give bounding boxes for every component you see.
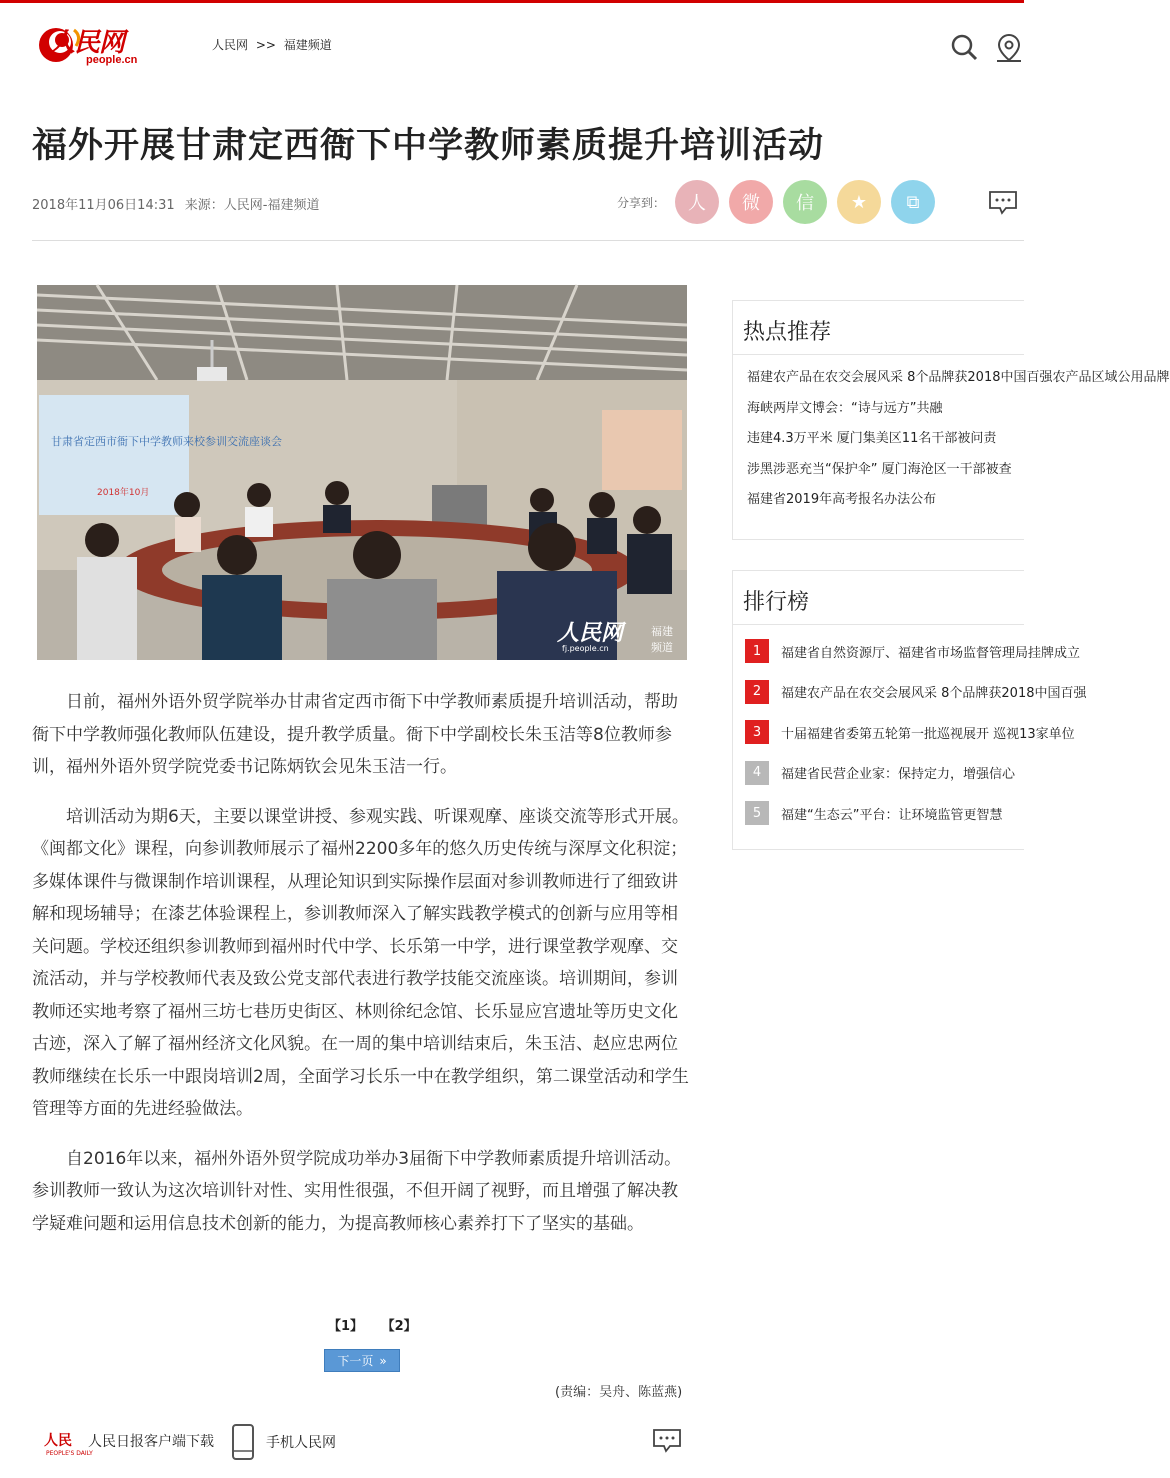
photo-banner-text: 甘肃省定西市衙下中学教师来校参训交流座谈会 bbox=[51, 435, 282, 448]
top-accent-line bbox=[0, 0, 1024, 3]
people-daily-logo-icon bbox=[42, 1423, 93, 1459]
rank-item-link[interactable]: 福建省民营企业家：保持定力，增强信心 bbox=[781, 767, 1016, 783]
breadcrumb-separator: >> bbox=[255, 38, 276, 52]
share-wechat-button[interactable] bbox=[783, 180, 827, 224]
people-share-icon: 人 bbox=[688, 193, 706, 214]
share-people-button[interactable] bbox=[675, 180, 719, 224]
rank-number-badge: 4 bbox=[745, 761, 769, 785]
editor-credit: (责编：吴舟、陈蓝燕) bbox=[555, 1385, 683, 1400]
app-download-label: 人民日报客户端下载 bbox=[88, 1434, 214, 1450]
photo-watermark-domain: fj.people.cn bbox=[562, 644, 609, 653]
meeting-photo bbox=[37, 285, 687, 660]
breadcrumb bbox=[212, 36, 336, 53]
wechat-icon: 信 bbox=[796, 193, 814, 214]
article-title: 福外开展甘肃定西衙下中学教师素质提升培训活动 bbox=[32, 126, 825, 166]
rank-number-badge: 1 bbox=[745, 639, 769, 663]
share-label: 分享到： bbox=[617, 196, 666, 210]
article-body bbox=[32, 686, 692, 1257]
title-divider bbox=[32, 240, 1024, 241]
ranking-panel bbox=[732, 570, 1087, 850]
copy-icon: ⧉ bbox=[906, 191, 920, 213]
rank-number-badge: 3 bbox=[745, 720, 769, 744]
logo-text: 人民网 bbox=[49, 28, 125, 58]
ranking-list bbox=[733, 625, 1087, 834]
logo-domain: people.cn bbox=[86, 54, 138, 66]
share-qzone-button[interactable] bbox=[837, 180, 881, 224]
photo-watermark-channel-2: 频道 bbox=[651, 641, 673, 654]
hot-recommend-title: 热点推荐 bbox=[733, 301, 1024, 355]
rank-item[interactable] bbox=[745, 672, 1087, 713]
rank-item-link[interactable]: 福建农产品在农交会展风采 8个品牌获2018中国百强 bbox=[781, 686, 1087, 702]
svg-text:人民: 人民 bbox=[44, 1433, 72, 1449]
pagination bbox=[328, 1315, 431, 1334]
article-paragraph: 培训活动为期6天，主要以课堂讲授、参观实践、听课观摩、座谈交流等形式开展。《闽都文化》课程，向参训教师展示了福州2200多年的悠久历史传统与深厚文化积淀；多媒体课件与微课制作培训课程，从理论知识到实际操作层面对参训教师进行了细致讲解和现场辅导；在漆艺体验课程上，参训教师深入了解实践教学模式的创新与应用等相关问题。学校还组织参训教师到福州时代中学、长乐第一中学，进行课堂教学观摩、交流活动，并与学校教师代表及致公党支部代表进行教学技能交流座谈。培训期间，参训教师还实地考察了福州三坊七巷历史街区、林则徐纪念馆、长乐显应宫遗址等历史文化古迹，深入了解了福州经济文化风貌。在一周的集中培训结束后，朱玉洁、赵应忠两位教师继续在长乐一中跟岗培训2周，全面学习长乐一中在教学组织，第二课堂活动和学生管理等方面的先进经验做法。 bbox=[32, 806, 689, 1119]
hot-item-link[interactable]: 海峡两岸文博会：“诗与远方”共融 bbox=[747, 400, 943, 416]
hot-item-link[interactable]: 涉黑涉恶充当“保护伞” 厦门海沧区一干部被查 bbox=[747, 461, 1012, 477]
article-source[interactable]: 来源：人民网-福建频道 bbox=[184, 198, 320, 213]
hot-item-link[interactable]: 福建省2019年高考报名办法公布 bbox=[747, 492, 937, 507]
mobile-site-link[interactable] bbox=[230, 1423, 336, 1461]
article-photo bbox=[37, 285, 687, 660]
comment-icon[interactable] bbox=[988, 190, 1018, 216]
share-weibo-button[interactable] bbox=[729, 180, 773, 224]
ranking-title: 排行榜 bbox=[733, 571, 1024, 625]
hot-item-link[interactable]: 福建农产品在农交会展风采 8个品牌获2018中国百强农产品区域公用品牌 bbox=[747, 370, 1170, 385]
rank-number-badge: 5 bbox=[745, 801, 769, 825]
next-page-button[interactable] bbox=[324, 1349, 400, 1372]
comment-icon-bottom[interactable] bbox=[652, 1428, 682, 1454]
rank-item[interactable] bbox=[745, 712, 1075, 753]
article-date: 2018年11月06日14:31 bbox=[32, 198, 175, 213]
photo-watermark-channel: 福建 bbox=[651, 625, 673, 638]
rank-item[interactable] bbox=[745, 753, 1024, 794]
mobile-site-label: 手机人民网 bbox=[266, 1435, 336, 1451]
weibo-icon: 微 bbox=[742, 193, 760, 214]
article-meta bbox=[32, 194, 319, 213]
article-paragraph: 自2016年以来，福州外语外贸学院成功举办3届衙下中学教师素质提升培训活动。参训教师一致认为这次培训针对性、实用性很强，不但开阔了视野，而且增强了解决教学疑难问题和运用信息技术创新的能力，为提高教师核心素养打下了坚实的基础。 bbox=[32, 1148, 682, 1234]
search-icon[interactable] bbox=[950, 33, 978, 61]
qzone-star-icon: ★ bbox=[850, 191, 868, 213]
share-copy-button[interactable] bbox=[891, 180, 935, 224]
photo-watermark-logo: 人民网 bbox=[557, 620, 624, 646]
next-page-label: 下一页 bbox=[337, 1354, 374, 1368]
page-link-1[interactable]: 【1】 bbox=[328, 1319, 364, 1334]
rank-item[interactable] bbox=[745, 793, 1024, 834]
hot-recommend-list bbox=[733, 355, 1170, 516]
app-download-link[interactable] bbox=[42, 1423, 214, 1459]
rank-item-link[interactable]: 福建省自然资源厅、福建省市场监督管理局挂牌成立 bbox=[781, 645, 1081, 661]
page-link-2[interactable]: 【2】 bbox=[381, 1319, 417, 1334]
location-icon[interactable] bbox=[996, 33, 1022, 63]
breadcrumb-home-link[interactable]: 人民网 bbox=[212, 38, 249, 52]
rank-item-link[interactable]: 福建“生态云”平台：让环境监管更智慧 bbox=[781, 807, 1003, 823]
mobile-phone-icon bbox=[230, 1423, 256, 1461]
rank-number-badge: 2 bbox=[745, 680, 769, 704]
svg-text:PEOPLE'S DAILY: PEOPLE'S DAILY bbox=[46, 1450, 93, 1457]
double-arrow-icon: » bbox=[379, 1353, 387, 1368]
photo-banner-date: 2018年10月 bbox=[97, 488, 150, 498]
hot-recommend-panel bbox=[732, 300, 1170, 540]
rank-item-link[interactable]: 十届福建省委第五轮第一批巡视展开 巡视13家单位 bbox=[781, 726, 1075, 742]
hot-item-link[interactable]: 违建4.3万平米 厦门集美区11名干部被问责 bbox=[747, 431, 997, 446]
article-paragraph: 日前，福州外语外贸学院举办甘肃省定西市衙下中学教师素质提升培训活动，帮助衙下中学教师强化教师队伍建设，提升教学质量。衙下中学副校长朱玉洁等8位教师参训，福州外语外贸学院党委书记陈炳钦会见朱玉洁一行。 bbox=[32, 692, 678, 777]
rank-item[interactable] bbox=[745, 631, 1081, 672]
breadcrumb-channel-link[interactable]: 福建频道 bbox=[283, 38, 332, 52]
